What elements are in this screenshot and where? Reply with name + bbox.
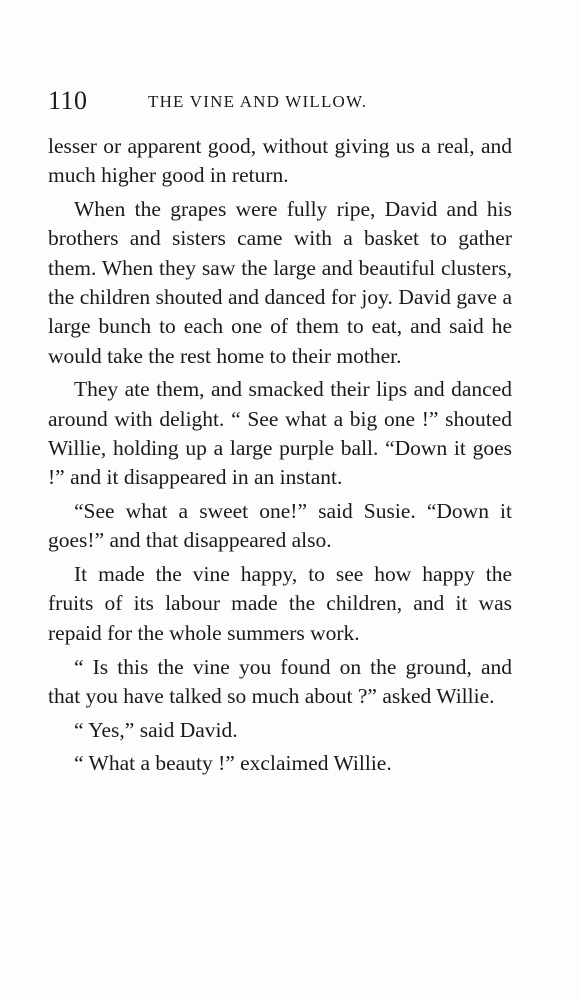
running-head xyxy=(48,84,516,124)
body-text xyxy=(48,132,512,783)
running-title: THE VINE AND WILLOW. xyxy=(148,92,368,111)
paragraph-1: lesser or apparent good, without giving us a real, and much higher good in return. xyxy=(48,134,512,188)
paragraph-7: “ Yes,” said David. xyxy=(74,717,238,742)
book-page xyxy=(48,84,516,964)
paragraph-2: When the grapes were fully ripe, David and his brothers and sisters came with a basket to gather them. When they saw the large and beautiful clusters, the children shouted and danced for joy. David gave a large bunch to each one of them to eat, and said he would take the rest home to their mother. xyxy=(48,197,512,368)
paragraph-3: They ate them, and smacked their lips and danced around with delight. “ See what a big one !” shouted Willie, holding up a large purple ball. “Down it goes !” and it disappeared in an instant. xyxy=(48,377,512,490)
paragraph-8: “ What a beauty !” exclaimed Willie. xyxy=(74,751,392,776)
page-number: 110 xyxy=(48,86,88,115)
paragraph-4: “See what a sweet one!” said Susie. “Down it goes!” and that disappeared also. xyxy=(48,499,512,553)
paragraph-6: “ Is this the vine you found on the ground, and that you have talked so much about ?” asked Willie. xyxy=(48,654,512,708)
paragraph-5: It made the vine happy, to see how happy the fruits of its labour made the children, and it was repaid for the whole summers work. xyxy=(48,562,512,645)
